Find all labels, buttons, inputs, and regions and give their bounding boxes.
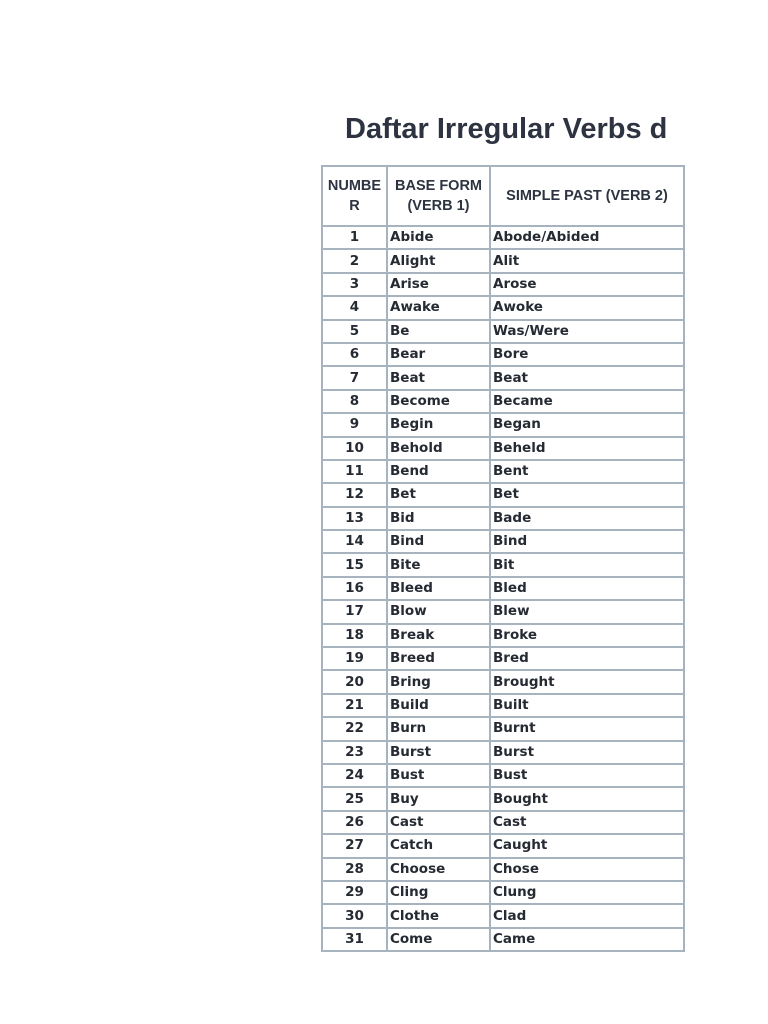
row-number-cell: 24 xyxy=(322,764,387,787)
simple-past-cell: Cast xyxy=(490,811,684,834)
row-number-cell: 15 xyxy=(322,553,387,576)
base-form-cell: Burst xyxy=(387,741,490,764)
header-simple-past: SIMPLE PAST (VERB 2) xyxy=(490,166,684,226)
page-title: Daftar Irregular Verbs d xyxy=(345,113,668,145)
base-form-cell: Break xyxy=(387,624,490,647)
base-form-cell: Build xyxy=(387,694,490,717)
simple-past-cell: Broke xyxy=(490,624,684,647)
table-row xyxy=(322,320,684,343)
base-form-cell: Breed xyxy=(387,647,490,670)
row-number-cell: 30 xyxy=(322,904,387,927)
table-row xyxy=(322,296,684,319)
row-number-cell: 6 xyxy=(322,343,387,366)
row-number-cell: 19 xyxy=(322,647,387,670)
simple-past-cell: Caught xyxy=(490,834,684,857)
simple-past-cell: Blew xyxy=(490,600,684,623)
base-form-cell: Bear xyxy=(387,343,490,366)
simple-past-cell: Clad xyxy=(490,904,684,927)
row-number-cell: 9 xyxy=(322,413,387,436)
simple-past-cell: Bind xyxy=(490,530,684,553)
row-number-cell: 17 xyxy=(322,600,387,623)
simple-past-cell: Bore xyxy=(490,343,684,366)
row-number-cell: 14 xyxy=(322,530,387,553)
row-number-cell: 20 xyxy=(322,670,387,693)
table-row xyxy=(322,530,684,553)
base-form-cell: Become xyxy=(387,390,490,413)
simple-past-cell: Arose xyxy=(490,273,684,296)
simple-past-cell: Bought xyxy=(490,787,684,810)
table-row xyxy=(322,904,684,927)
header-number: NUMBER xyxy=(322,166,387,226)
simple-past-cell: Bust xyxy=(490,764,684,787)
base-form-cell: Bet xyxy=(387,483,490,506)
base-form-cell: Clothe xyxy=(387,904,490,927)
row-number-cell: 11 xyxy=(322,460,387,483)
row-number-cell: 26 xyxy=(322,811,387,834)
table-row xyxy=(322,390,684,413)
table-row xyxy=(322,858,684,881)
base-form-cell: Begin xyxy=(387,413,490,436)
table-row xyxy=(322,413,684,436)
base-form-cell: Alight xyxy=(387,249,490,272)
row-number-cell: 16 xyxy=(322,577,387,600)
table-row xyxy=(322,553,684,576)
row-number-cell: 22 xyxy=(322,717,387,740)
row-number-cell: 7 xyxy=(322,366,387,389)
row-number-cell: 2 xyxy=(322,249,387,272)
row-number-cell: 31 xyxy=(322,928,387,951)
base-form-cell: Abide xyxy=(387,226,490,249)
base-form-cell: Cast xyxy=(387,811,490,834)
header-base-form: BASE FORM (VERB 1) xyxy=(387,166,490,226)
table-row xyxy=(322,226,684,249)
table-row xyxy=(322,928,684,951)
base-form-cell: Bind xyxy=(387,530,490,553)
simple-past-cell: Alit xyxy=(490,249,684,272)
row-number-cell: 29 xyxy=(322,881,387,904)
irregular-verbs-table xyxy=(321,165,685,952)
row-number-cell: 3 xyxy=(322,273,387,296)
simple-past-cell: Abode/Abided xyxy=(490,226,684,249)
base-form-cell: Bend xyxy=(387,460,490,483)
base-form-cell: Come xyxy=(387,928,490,951)
row-number-cell: 27 xyxy=(322,834,387,857)
simple-past-cell: Bit xyxy=(490,553,684,576)
simple-past-cell: Bled xyxy=(490,577,684,600)
base-form-cell: Awake xyxy=(387,296,490,319)
base-form-cell: Bleed xyxy=(387,577,490,600)
table-body xyxy=(322,226,684,951)
base-form-cell: Behold xyxy=(387,437,490,460)
simple-past-cell: Brought xyxy=(490,670,684,693)
table-row xyxy=(322,764,684,787)
table-row xyxy=(322,577,684,600)
row-number-cell: 21 xyxy=(322,694,387,717)
base-form-cell: Be xyxy=(387,320,490,343)
row-number-cell: 18 xyxy=(322,624,387,647)
simple-past-cell: Bred xyxy=(490,647,684,670)
base-form-cell: Bring xyxy=(387,670,490,693)
simple-past-cell: Beheld xyxy=(490,437,684,460)
base-form-cell: Bust xyxy=(387,764,490,787)
table-row xyxy=(322,483,684,506)
row-number-cell: 10 xyxy=(322,437,387,460)
base-form-cell: Beat xyxy=(387,366,490,389)
simple-past-cell: Bent xyxy=(490,460,684,483)
table-row xyxy=(322,600,684,623)
simple-past-cell: Began xyxy=(490,413,684,436)
row-number-cell: 13 xyxy=(322,507,387,530)
row-number-cell: 5 xyxy=(322,320,387,343)
table-header-row xyxy=(322,166,684,226)
table-row xyxy=(322,249,684,272)
table-row xyxy=(322,507,684,530)
table-row xyxy=(322,460,684,483)
base-form-cell: Cling xyxy=(387,881,490,904)
simple-past-cell: Came xyxy=(490,928,684,951)
row-number-cell: 12 xyxy=(322,483,387,506)
base-form-cell: Blow xyxy=(387,600,490,623)
simple-past-cell: Burnt xyxy=(490,717,684,740)
row-number-cell: 1 xyxy=(322,226,387,249)
table-row xyxy=(322,366,684,389)
table-row xyxy=(322,647,684,670)
row-number-cell: 28 xyxy=(322,858,387,881)
base-form-cell: Catch xyxy=(387,834,490,857)
table-row xyxy=(322,273,684,296)
base-form-cell: Buy xyxy=(387,787,490,810)
base-form-cell: Bid xyxy=(387,507,490,530)
table-row xyxy=(322,717,684,740)
simple-past-cell: Bet xyxy=(490,483,684,506)
table-row xyxy=(322,834,684,857)
base-form-cell: Arise xyxy=(387,273,490,296)
simple-past-cell: Was/Were xyxy=(490,320,684,343)
table-row xyxy=(322,881,684,904)
table-row xyxy=(322,694,684,717)
simple-past-cell: Built xyxy=(490,694,684,717)
table-row xyxy=(322,811,684,834)
row-number-cell: 23 xyxy=(322,741,387,764)
table-row xyxy=(322,437,684,460)
base-form-cell: Burn xyxy=(387,717,490,740)
simple-past-cell: Chose xyxy=(490,858,684,881)
simple-past-cell: Clung xyxy=(490,881,684,904)
row-number-cell: 8 xyxy=(322,390,387,413)
simple-past-cell: Beat xyxy=(490,366,684,389)
table-row xyxy=(322,787,684,810)
row-number-cell: 4 xyxy=(322,296,387,319)
table-row xyxy=(322,624,684,647)
table-row xyxy=(322,670,684,693)
simple-past-cell: Bade xyxy=(490,507,684,530)
table-row xyxy=(322,741,684,764)
table-row xyxy=(322,343,684,366)
simple-past-cell: Burst xyxy=(490,741,684,764)
base-form-cell: Choose xyxy=(387,858,490,881)
simple-past-cell: Awoke xyxy=(490,296,684,319)
base-form-cell: Bite xyxy=(387,553,490,576)
simple-past-cell: Became xyxy=(490,390,684,413)
row-number-cell: 25 xyxy=(322,787,387,810)
